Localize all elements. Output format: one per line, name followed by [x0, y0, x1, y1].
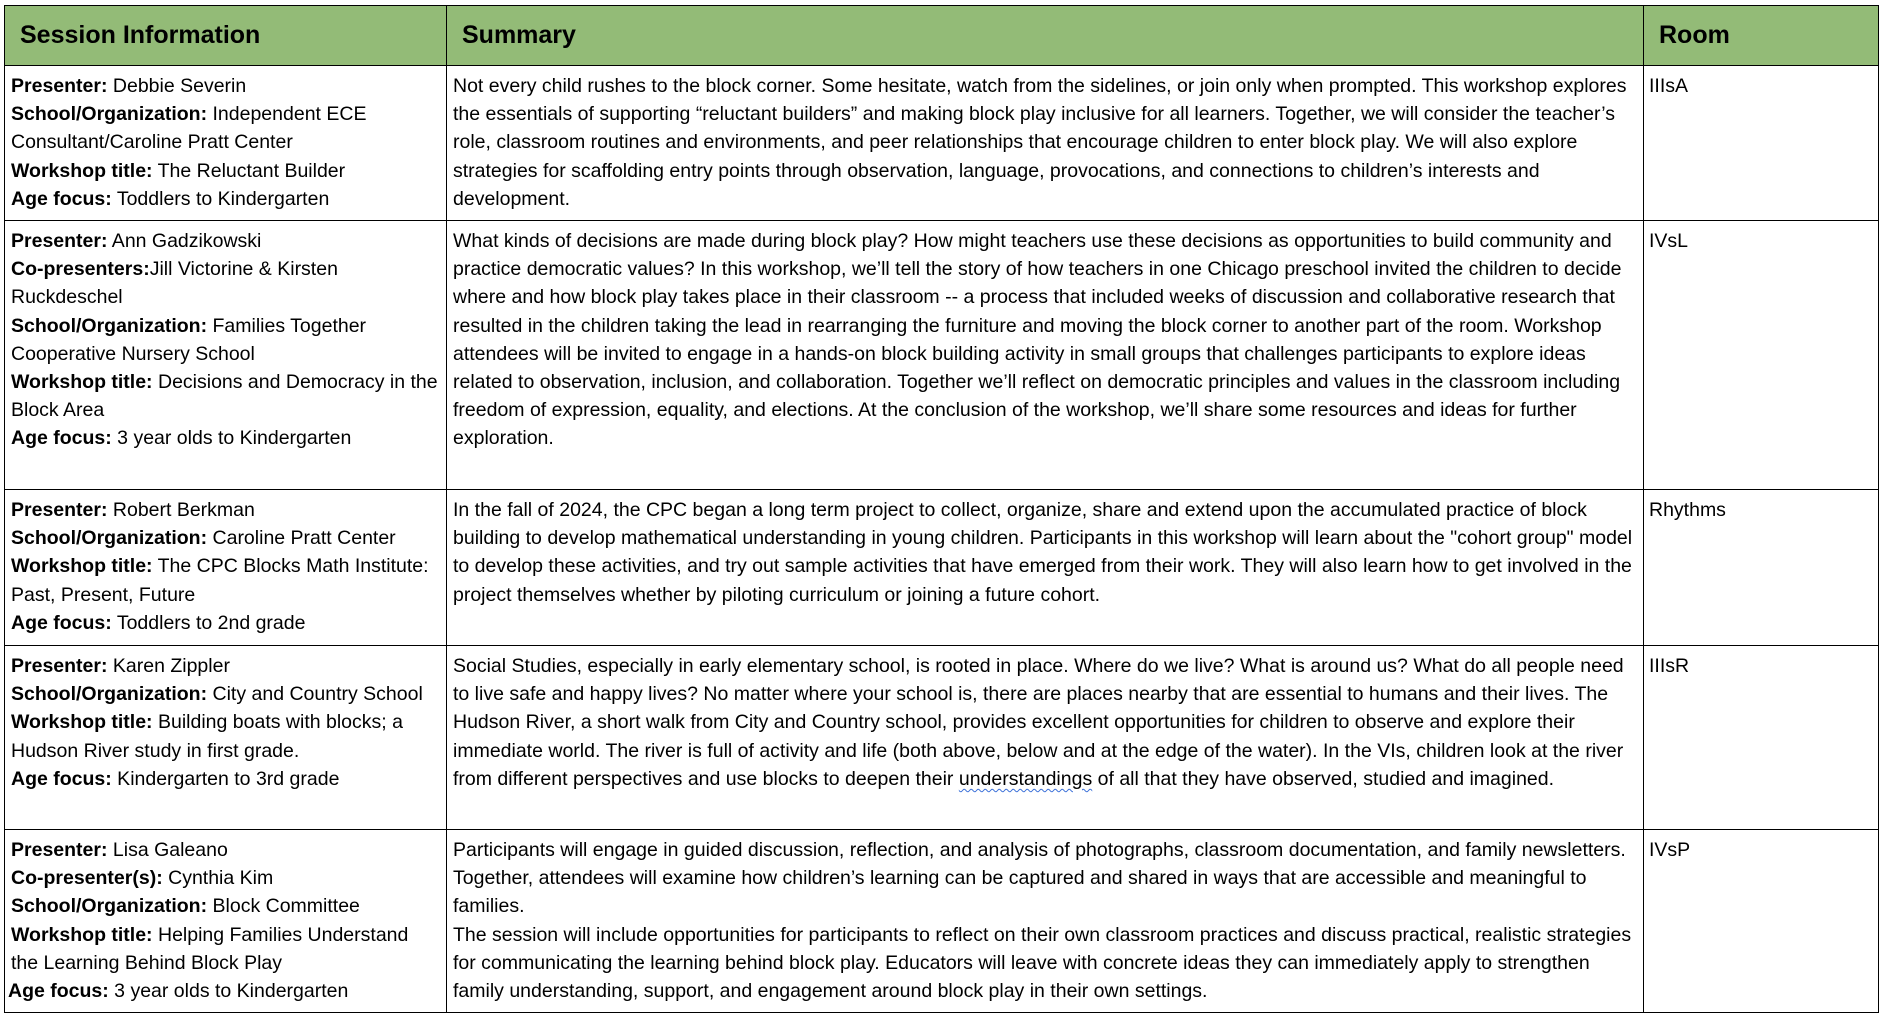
presenter-value: Debbie Severin [107, 75, 247, 97]
organization-line [11, 524, 440, 552]
workshop-title-label: Workshop title: [11, 711, 153, 734]
age-focus-label: Age focus: [11, 767, 112, 790]
age-focus-value: Toddlers to Kindergarten [111, 187, 330, 210]
organization-label: School/Organization: [11, 683, 208, 706]
session-info-cell[interactable] [5, 490, 447, 646]
age-focus-line [11, 185, 440, 213]
presenter-value: Lisa Galeano [107, 839, 228, 861]
workshop-title-label: Workshop title: [11, 371, 153, 394]
presenter-value: Robert Berkman [107, 499, 255, 521]
summary-paragraph-2: The session will include opportunities for participants to reflect on their own classroom practices and discuss practical, realistic strategies for communicating the learning behind block play. Educators will leave with concrete ideas they can immediately apply to strengthen family understanding, support, and engagement around block play in their own settings. [453, 923, 1632, 1003]
session-info-cell[interactable] [5, 830, 447, 1013]
room-value: IIIsA [1649, 75, 1689, 97]
room-cell[interactable] [1644, 830, 1879, 1013]
workshop-title-value: The Reluctant Builder [152, 159, 346, 182]
room-cell[interactable] [1644, 490, 1879, 646]
header-session-information[interactable]: Session Information [5, 6, 447, 66]
presenter-line [11, 72, 440, 100]
workshop-title-line [11, 157, 440, 185]
room-value: IIIsR [1649, 655, 1690, 677]
summary-cell[interactable] [447, 830, 1644, 1013]
age-focus-value: Toddlers to 2nd grade [111, 611, 306, 634]
organization-value: Independent ECE Consultant/Caroline Pratt Center [11, 103, 367, 154]
presenter-label: Presenter: [11, 230, 108, 252]
organization-value: Block Committee [207, 895, 360, 918]
organization-label: School/Organization: [11, 314, 208, 337]
age-focus-value: Kindergarten to 3rd grade [111, 767, 340, 790]
session-sheet [4, 5, 1878, 1013]
age-focus-label: Age focus: [11, 611, 112, 634]
workshop-title-line [11, 921, 440, 977]
organization-line [11, 892, 440, 920]
summary-text: Not every child rushes to the block corner. Some hesitate, watch from the sidelines, or join only when prompted. This workshop explores the essentials of supporting “reluctant builders” and making block play inclusive for all learners. Together, we will consider the teacher’s role, classroom routines and environments, and peer relationships that encourage children to enter block play. We will also explore strategies for scaffolding entry points through observation, language, provocations, and connections to children’s interests and development. [453, 75, 1627, 210]
table-row [5, 221, 1879, 490]
summary-text: What kinds of decisions are made during block play? How might teachers use these decisions as opportunities to build community and practice democratic values? In this workshop, we’ll tell the story of how teachers in one Chicago preschool invited the children to decide where and how block play takes place in their classroom -- a process that included weeks of discussion and collaborative research that resulted in the children taking the lead in rearranging the furniture and moving the block corner to another part of the room. Workshop attendees will be invited to engage in a hands-on block building activity in small groups that challenges participants to explore ideas related to observation, inclusion, and collaboration. Together we’ll reflect on democratic principles and values in the classroom including freedom of expression, equality, and elections. At the conclusion of the workshop, we’ll share some resources and ideas for further exploration. [453, 230, 1622, 450]
presenter-line [11, 652, 440, 680]
session-info-cell[interactable] [5, 221, 447, 490]
age-focus-line [11, 609, 440, 637]
age-focus-line [8, 977, 440, 1005]
summary-cell[interactable] [447, 221, 1644, 490]
presenter-line [11, 227, 440, 255]
presenter-line [11, 836, 440, 864]
workshop-title-value: Decisions and Democracy in the Block Area [11, 371, 438, 422]
workshop-title-value: Helping Families Understand the Learning Behind Block Play [11, 923, 409, 974]
summary-text: In the fall of 2024, the CPC began a long term project to collect, organize, share and extend upon the accumulated practice of block building to develop mathematical understanding in young children. Participants in this workshop will learn about the "cohort group" model to develop these activities, and try out sample activities that have emerged from their work. They will also learn how to get involved in the project themselves whether by piloting curriculum or joining a future cohort. [453, 499, 1633, 606]
organization-line [11, 680, 440, 708]
room-cell[interactable] [1644, 66, 1879, 221]
session-info-cell[interactable] [5, 66, 447, 221]
spellcheck-underlined-word[interactable]: understandings [958, 767, 1093, 790]
organization-line [11, 312, 440, 368]
organization-line [11, 100, 440, 156]
copresenter-label: Co-presenter(s): [11, 867, 163, 890]
presenter-label: Presenter: [11, 839, 108, 861]
table-row [5, 830, 1879, 1013]
workshop-title-line [11, 708, 440, 764]
table-row [5, 66, 1879, 221]
copresenter-value: Jill Victorine & Kirsten Ruckdeschel [11, 258, 338, 309]
session-info-cell[interactable] [5, 646, 447, 830]
age-focus-value: 3 year olds to Kindergarten [108, 980, 349, 1003]
age-focus-line [11, 424, 440, 452]
organization-value: Families Together Cooperative Nursery School [11, 314, 367, 365]
room-value: IVsP [1649, 839, 1691, 861]
summary-text-end: of all that they have observed, studied and imagined. [1092, 767, 1555, 790]
organization-label: School/Organization: [11, 895, 208, 918]
workshop-title-line [11, 368, 440, 424]
table-row [5, 490, 1879, 646]
age-focus-label: Age focus: [11, 187, 112, 210]
age-focus-label: Age focus: [8, 980, 109, 1003]
table-row [5, 646, 1879, 830]
copresenter-line [11, 255, 440, 311]
workshop-title-label: Workshop title: [11, 555, 153, 578]
workshop-title-line [11, 552, 440, 608]
copresenter-label: Co-presenters: [11, 258, 150, 281]
room-cell[interactable] [1644, 646, 1879, 830]
workshop-title-label: Workshop title: [11, 923, 153, 946]
organization-value: City and Country School [207, 683, 423, 706]
room-cell[interactable] [1644, 221, 1879, 490]
age-focus-value: 3 year olds to Kindergarten [111, 427, 352, 450]
presenter-label: Presenter: [11, 75, 108, 97]
age-focus-line [11, 765, 440, 793]
presenter-line [11, 496, 440, 524]
presenter-value: Ann Gadzikowski [107, 230, 262, 252]
header-room[interactable]: Room [1644, 6, 1879, 66]
copresenter-line [11, 864, 440, 892]
organization-label: School/Organization: [11, 527, 208, 550]
header-row [5, 6, 1879, 66]
workshop-title-value: The CPC Blocks Math Institute: Past, Present, Future [11, 555, 429, 606]
summary-cell[interactable] [447, 66, 1644, 221]
summary-text-start: Social Studies, especially in early elementary school, is rooted in place. Where do we live? What is around us? What do all people need to live safe and happy lives? No matter where your school is, there are places nearby that are essential to humans and their lives. The Hudson River, a short walk from City and Country school, provides excellent opportunities for children to observe and explore their immediate world. The river is full of activity and life (both above, below and at the edge of the water). In the VIs, children look at the river from different perspectives and use blocks to deepen their [453, 655, 1624, 790]
summary-paragraph-1: Participants will engage in guided discussion, reflection, and analysis of photographs, classroom documentation, and family newsletters. Together, attendees will examine how children’s learning can be captured and shared in ways that are accessible and meaningful to families. [453, 839, 1626, 918]
copresenter-value: Cynthia Kim [162, 867, 274, 890]
workshop-title-label: Workshop title: [11, 159, 153, 182]
summary-cell[interactable] [447, 646, 1644, 830]
room-value: Rhythms [1649, 499, 1726, 521]
room-value: IVsL [1649, 230, 1689, 252]
presenter-label: Presenter: [11, 655, 108, 677]
presenter-value: Karen Zippler [107, 655, 230, 677]
workshop-title-value: Building boats with blocks; a Hudson River study in first grade. [11, 711, 403, 762]
header-summary[interactable]: Summary [447, 6, 1644, 66]
age-focus-label: Age focus: [11, 427, 112, 450]
presenter-label: Presenter: [11, 499, 108, 521]
organization-value: Caroline Pratt Center [207, 527, 396, 550]
organization-label: School/Organization: [11, 103, 208, 126]
sessions-table [4, 5, 1879, 1013]
summary-cell[interactable] [447, 490, 1644, 646]
